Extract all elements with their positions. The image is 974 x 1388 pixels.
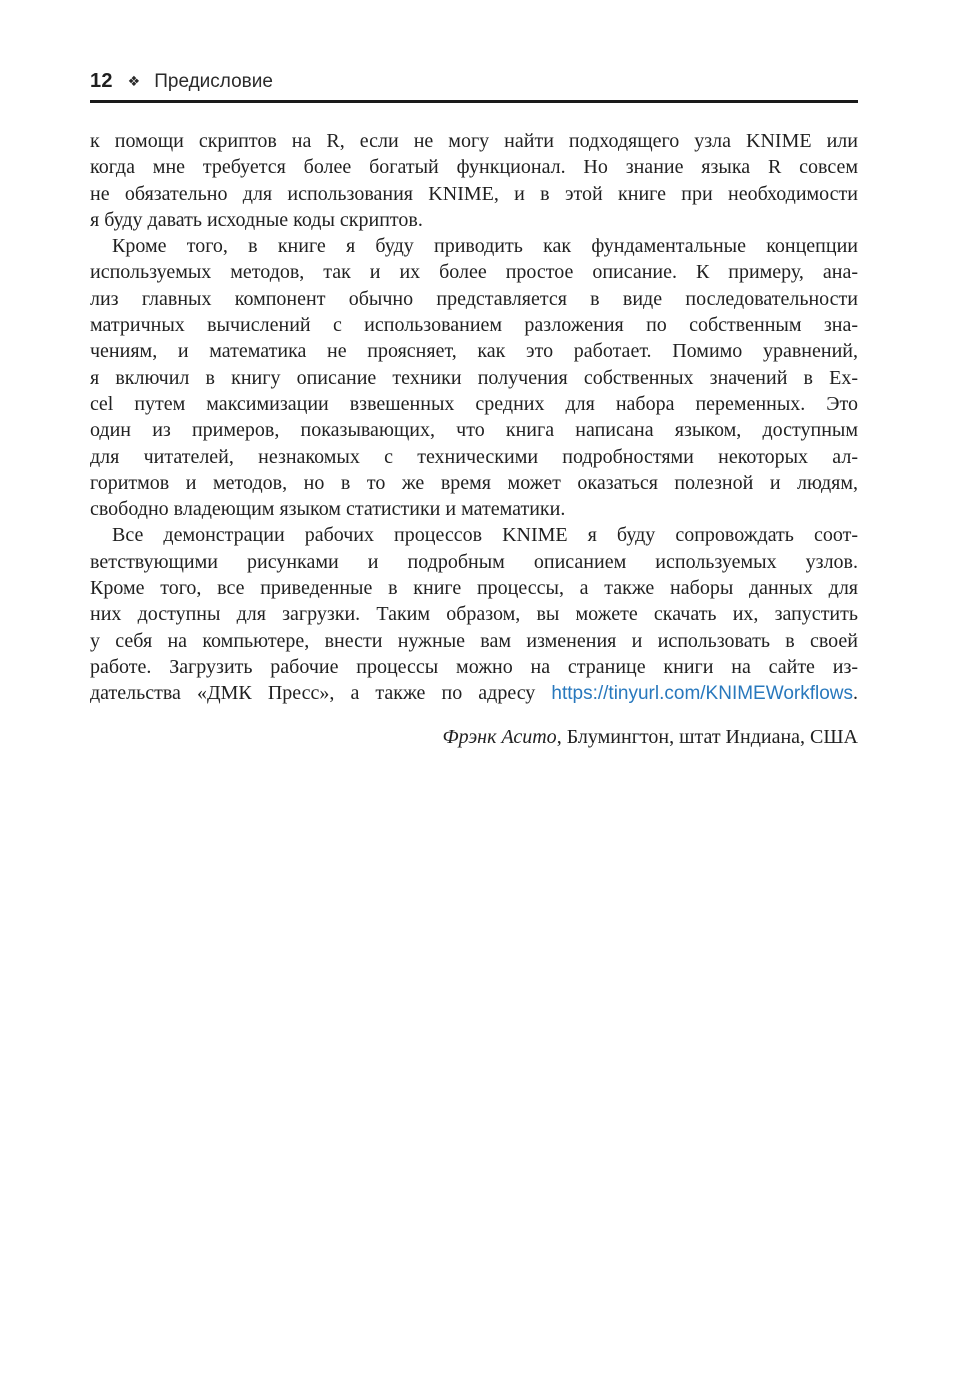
text-line: горитмов и методов, но в то же время может оказаться полезной и людям,: [90, 471, 858, 494]
author-name: Фрэнк Асито: [442, 725, 557, 748]
text-line: них доступны для загрузки. Таким образом, вы можете скачать их, запустить: [90, 603, 858, 626]
body-text: [90, 128, 858, 708]
text-line: я буду давать исходные коды скриптов.: [90, 208, 423, 231]
text-line: используемых методов, так и их более простое описание. К примеру, ана-: [90, 261, 858, 284]
text-line: не обязательно для использования KNIME, и в этой книге при необходимости: [90, 182, 858, 205]
author-location: , Блумингтон, штат Индиана, США: [556, 725, 858, 748]
paragraph: [90, 233, 858, 522]
paragraph: [90, 128, 858, 233]
text-line: Кроме того, в книге я буду приводить как фундаментальные концепции: [112, 235, 858, 258]
text-segment: дательства «ДМК Пресс», а также по адресу: [90, 682, 552, 705]
text-line: у себя на компьютере, внести нужные вам изменения и использовать в своей: [90, 629, 858, 652]
text-line: матричных вычислений с использованием разложения по собственным зна-: [90, 314, 858, 337]
text-line: работе. Загрузить рабочие процессы можно на странице книги на сайте из-: [90, 655, 858, 678]
page-number: 12: [90, 70, 113, 92]
text-line: когда мне требуется более богатый функционал. Но знание языка R совсем: [90, 156, 858, 179]
header-title: Предисловие: [154, 71, 273, 92]
text-line: чениям, и математика не проясняет, как это работает. Помимо уравнений,: [90, 340, 858, 363]
paragraph: [90, 522, 858, 707]
running-header: [90, 0, 858, 103]
text-line: Кроме того, все приведенные в книге процессы, а также наборы данных для: [90, 577, 858, 600]
diamond-ornament-icon: ❖: [127, 73, 141, 89]
text-line: один из примеров, показывающих, что книга написана языком, доступным: [90, 419, 858, 442]
knime-workflows-link[interactable]: https://tinyurl.com/KNIMEWorkflows: [551, 683, 853, 705]
author-signature: [90, 724, 858, 750]
text-line: ветствующими рисунками и подробным описанием используемых узлов.: [90, 550, 858, 573]
text-line: я включил в книгу описание техники получения собственных значений в Ex-: [90, 366, 858, 389]
text-segment: .: [853, 682, 858, 705]
text-line: для читателей, незнакомых с техническими подробностями некоторых ал-: [90, 445, 858, 468]
text-line: свободно владеющим языком статистики и математики.: [90, 498, 566, 521]
text-line: [90, 680, 858, 707]
text-line: лиз главных компонент обычно представляется в виде последовательности: [90, 287, 858, 310]
text-line: к помощи скриптов на R, если не могу найти подходящего узла KNIME или: [90, 130, 858, 152]
text-line: Все демонстрации рабочих процессов KNIME я буду сопровождать соот-: [112, 524, 858, 547]
text-line: cel путем максимизации взвешенных средних для набора переменных. Это: [90, 392, 858, 415]
